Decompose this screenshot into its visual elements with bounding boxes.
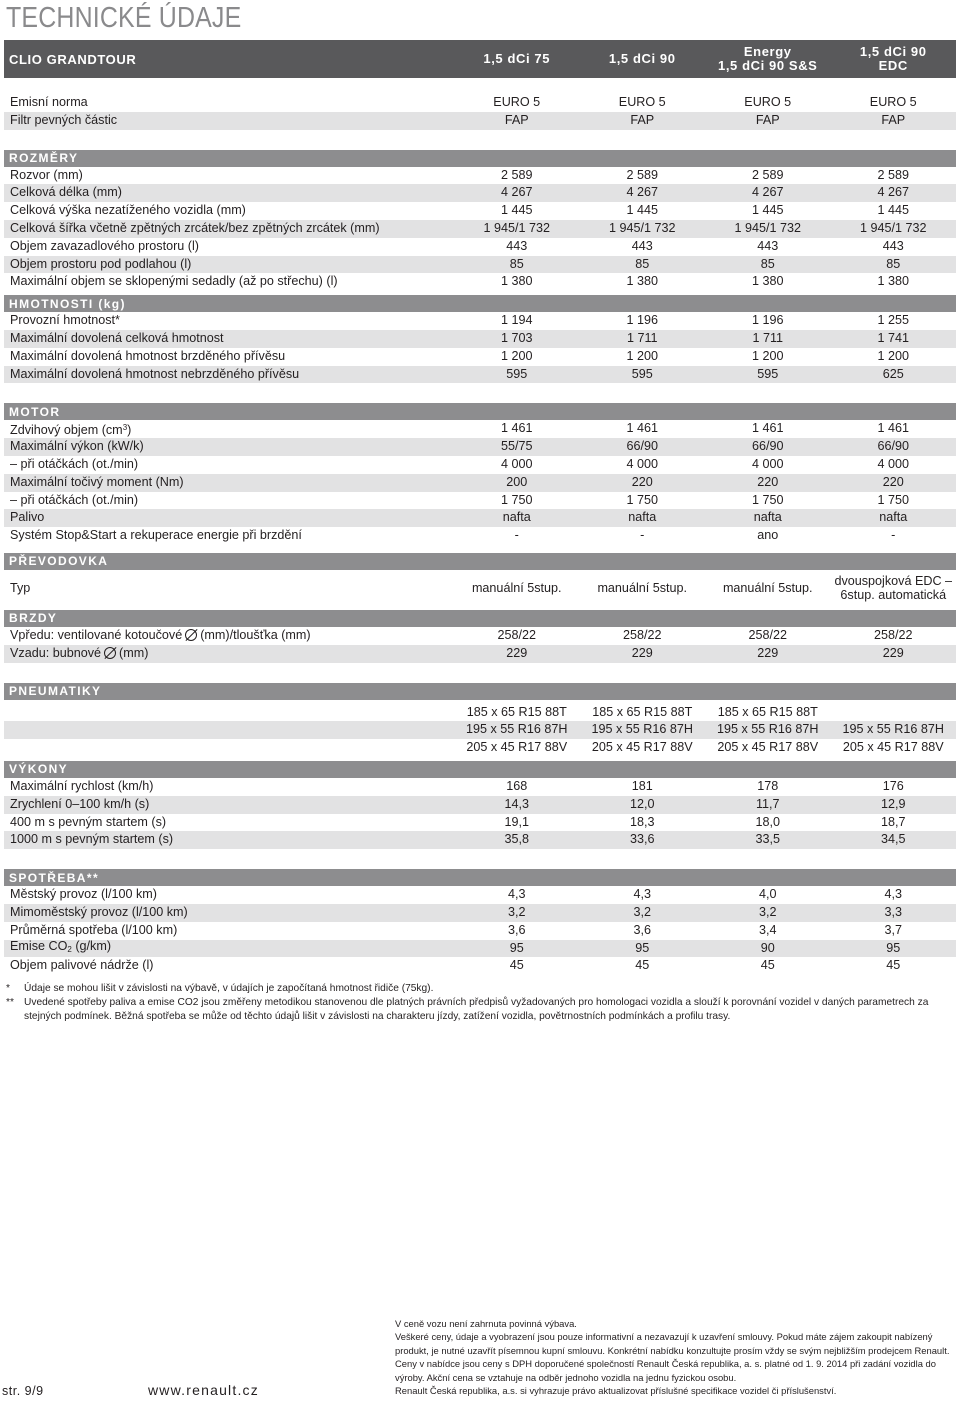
row-label: Emise $CO_2$ (g/km) [10,939,112,954]
value-cell: 1 750 [751,492,784,507]
value-cell: 205 x 45 R17 88V [591,740,693,755]
value-cell: 205 x 45 R17 88V [466,740,568,755]
value-cell: 595 [757,366,779,381]
value-cell: 2 589 [500,167,533,182]
row-label: 1000 m s pevným startem (s) [10,832,174,847]
value-cell: EURO 5 [744,95,792,109]
value-cell: 66/90 [877,439,909,454]
value-cell: 45 [760,958,775,973]
table-row [4,957,956,975]
value-cell: 443 [631,238,653,253]
value-cell: 3,6 [633,922,651,937]
value-cell: 18,7 [880,814,906,829]
table-row [4,220,956,238]
table-row [4,570,956,606]
value-cell: 1 200 [751,348,784,363]
value-cell: EURO 5 [869,95,917,109]
value-cell: - [514,528,519,543]
value-cell: 95 [635,940,650,955]
header-col-4: 1,5 dCi 90 EDC [859,44,927,73]
value-cell: 168 [506,778,528,793]
value-cell: 1 196 [626,313,658,328]
value-cell: 1 200 [877,348,909,363]
value-cell: 1 945/1 732 [608,220,676,235]
value-cell: 195 x 55 R16 87H [716,722,819,737]
model-name: CLIO GRANDTOUR [9,51,137,67]
value-cell: 18,3 [629,814,655,829]
table-row [4,94,956,112]
table-row [4,922,956,940]
value-cell: nafta [753,510,782,525]
value-cell: 4 267 [626,185,658,200]
value-cell: 1 445 [626,203,658,218]
section-heading-rozmery: ROZMĚRY [4,150,956,167]
value-cell: 85 [760,256,775,271]
table-row [4,456,956,474]
table-header [4,40,956,78]
row-label: Maximální dovolená celková hmotnost [10,330,224,345]
row-label: Zrychlení 0–100 km/h (s) [10,796,150,811]
value-cell: manuální 5stup. [722,580,813,595]
value-cell: 33,6 [629,832,655,847]
row-label: Celková výška nezatíženého vozidla (mm) [10,203,246,218]
table-row [4,886,956,904]
row-label: Maximální točivý moment (Nm) [10,474,184,489]
value-cell: 1 445 [751,203,784,218]
value-cell: 220 [631,474,653,489]
page-number: str. 9/9 [2,1384,44,1398]
row-label: Maximální výkon (kW/k) [10,439,144,454]
table-row [4,527,956,545]
row-label: Vzadu: bubnové (mm) [10,645,149,660]
value-cell: 85 [635,256,650,271]
value-cell: 220 [757,474,779,489]
section-heading-prevodovka: PŘEVODOVKA [4,553,956,570]
value-cell: 2 589 [626,167,658,182]
row-label: Zdvihový objem $(cm^3)$ [10,422,132,437]
value-cell: 95 [886,940,901,955]
row-label: Objem zavazadlového prostoru (l) [10,238,199,253]
footnote: * Údaje se mohou lišit v závislosti na výbavě, v údajích je započítaná hmotnost řidiče (75kg). [6,983,434,994]
value-cell: 3,7 [884,922,902,937]
row-label: 400 m s pevným startem (s) [10,814,167,829]
value-cell: - [891,528,896,543]
value-cell: 1 200 [500,348,533,363]
value-cell: 1 711 [752,330,784,345]
row-label: Objem palivové nádrže (l) [10,958,154,973]
value-cell: 229 [882,645,904,660]
value-cell: manuální 5stup. [597,580,688,595]
value-cell: 1 194 [500,313,533,328]
value-cell: 95 [509,940,524,955]
value-cell: 181 [631,778,653,793]
row-label: Palivo [10,510,45,525]
table-row [4,778,956,796]
row-label: – při otáčkách (ot./min) [10,456,139,471]
value-cell: FAP [630,112,655,127]
row-label: Maximální dovolená hmotnost nebrzděného přívěsu [10,366,300,381]
footnote: ** Uvedené spotřeby paliva a emise CO2 jsou změřeny metodikou stanovenou dle platných právních předpisů vyžadovaných pro homologaci vozidla a slouží k porovnání vozidel v daných parametrech za stejných podmínek. Běžná spotřeba se může od těchto údajů lišit v závislosti na charakteru jízdy, zatížení vozidla, povětrnostních podmínkách a profilu trasy. [6,997,929,1022]
value-cell: 1 945/1 732 [859,220,927,235]
row-label: Maximální rychlost (km/h) [10,778,154,793]
value-cell: 4 000 [500,456,533,471]
value-cell: 1 380 [751,274,784,289]
value-cell: 2 589 [751,167,784,182]
footnotes [4,982,956,1024]
table-row [4,112,956,130]
row-label: Celková šířka včetně zpětných zrcátek/bez zpětných zrcátek (mm) [10,220,380,235]
value-cell: 4 267 [877,185,909,200]
table-row [4,904,956,922]
table-row [4,814,956,832]
table-row [4,348,956,366]
value-cell: 4 000 [626,456,658,471]
table-row [4,273,956,291]
table-row [4,704,956,722]
value-cell: 1 750 [500,492,533,507]
value-cell: 1 200 [626,348,658,363]
value-cell: 12,9 [880,796,906,811]
value-cell: 4,3 [884,887,902,902]
table-row [4,796,956,814]
value-cell: 35,8 [504,832,529,847]
table-row [4,330,956,348]
spec-table [4,40,956,975]
table-row [4,238,956,256]
table-row [4,202,956,220]
value-cell: 4,0 [758,887,777,902]
value-cell: 1 255 [877,313,909,328]
value-cell: 220 [882,474,904,489]
diameter-icon [104,647,116,659]
value-cell: 195 x 55 R16 87H [465,722,568,737]
value-cell: 443 [882,238,904,253]
value-cell: 195 x 55 R16 87H [591,722,694,737]
value-cell: 200 [506,474,528,489]
value-cell: 4,3 [507,887,526,902]
value-cell: 1 380 [626,274,658,289]
page-title: TECHNICKÉ ÚDAJE [6,2,242,34]
value-cell: nafta [502,510,531,525]
value-cell: 443 [506,238,528,253]
section-heading-pneumatiky: PNEUMATIKY [4,683,956,700]
value-cell: EURO 5 [618,95,666,109]
row-label: – při otáčkách (ot./min) [10,492,139,507]
row-label: Systém Stop&Start a rekuperace energie při brzdění [10,528,302,543]
header-col-1: 1,5 dCi 75 [483,51,551,66]
section-heading-hmotnosti: HMOTNOSTI (kg) [4,295,956,312]
table-row [4,366,956,384]
value-cell: 229 [506,645,528,660]
row-label: Emisní norma [10,95,88,109]
table-row [4,438,956,456]
row-label: Maximální dovolená hmotnost brzděného přívěsu [10,348,286,363]
value-cell: 1 750 [877,492,909,507]
table-row [4,645,956,663]
value-cell: 258/22 [748,627,788,642]
value-cell: nafta [628,510,657,525]
value-cell: 1 445 [877,203,909,218]
value-cell: 625 [882,366,904,381]
value-cell: 45 [509,958,524,973]
table-row [4,721,956,739]
row-label: Maximální objem se sklopenými sedadly (až po střechu) (l) [10,274,338,289]
value-cell: 1 711 [626,330,658,345]
value-cell: 595 [631,366,653,381]
value-cell: 4 000 [751,456,784,471]
value-cell: 1 380 [877,274,909,289]
row-label: Typ [10,580,31,595]
section-heading-motor: MOTOR [4,403,956,420]
value-cell: ano [757,528,779,543]
value-cell: 85 [509,256,524,271]
value-cell: 3,3 [884,904,902,919]
value-cell: 11,7 [755,796,780,811]
value-cell: 1 461 [751,421,784,436]
table-row [4,420,956,438]
value-cell: 595 [506,366,528,381]
value-cell: 1 945/1 732 [734,220,802,235]
value-cell: 18,0 [755,814,780,829]
value-cell: 34,5 [880,832,906,847]
general-section [4,94,956,130]
value-cell: 178 [757,778,779,793]
value-cell: 176 [882,778,904,793]
table-row [4,492,956,510]
value-cell: 55/75 [500,439,533,454]
value-cell: FAP [881,112,906,127]
value-cell: 205 x 45 R17 88V [842,740,944,755]
value-cell: 258/22 [873,627,913,642]
table-row [4,474,956,492]
value-cell: 19,1 [504,814,529,829]
value-cell: 1 196 [751,313,784,328]
value-cell: 3,2 [507,904,526,919]
table-row [4,184,956,202]
table-row [4,256,956,274]
value-cell: 1 741 [877,330,909,345]
value-cell: 3,6 [507,922,526,937]
section-heading-brzdy: BRZDY [4,610,956,627]
table-row [4,312,956,330]
value-cell: 45 [886,958,901,973]
value-cell: 185 x 65 R15 88T [717,704,818,719]
value-cell: EURO 5 [493,95,541,109]
value-cell: 66/90 [626,439,658,454]
header-col-2: 1,5 dCi 90 [608,51,676,66]
value-cell: 1 445 [500,203,533,218]
row-label: Rozvor (mm) [10,167,83,182]
value-cell: 45 [635,958,650,973]
row-label: Provozní hmotnost* [10,313,120,328]
value-cell: 14,3 [504,796,529,811]
value-cell: 185 x 65 R15 88T [592,704,693,719]
value-cell: 4 267 [500,185,533,200]
table-row [4,167,956,185]
value-cell: 3,4 [758,922,777,937]
value-cell: 1 945/1 732 [483,220,551,235]
diameter-icon [185,629,197,641]
value-cell: 229 [757,645,779,660]
value-cell: 33,5 [755,832,780,847]
value-cell: nafta [879,510,908,525]
row-label: Objem prostoru pod podlahou (l) [10,256,192,271]
value-cell: 443 [757,238,779,253]
value-cell: 1 750 [626,492,658,507]
section-heading-vykony: VÝKONY [4,761,956,778]
spec-sections [4,150,956,976]
value-cell: 4 000 [877,456,909,471]
value-cell: FAP [755,112,780,127]
value-cell: 66/90 [751,439,784,454]
table-row [4,739,956,757]
value-cell: 1 461 [626,421,658,436]
value-cell: 229 [631,645,653,660]
value-cell: 1 461 [500,421,533,436]
value-cell: 1 703 [500,330,533,345]
value-cell: FAP [504,112,529,127]
header-col-3: Energy 1,5 dCi 90 S&S [718,44,818,73]
row-label: Průměrná spotřeba (l/100 km) [10,922,178,937]
value-cell: 85 [886,256,901,271]
value-cell: 4,3 [633,887,651,902]
row-label: Mimoměstský provoz (l/100 km) [10,904,188,919]
row-label: Celková délka (mm) [10,185,122,200]
table-row [4,831,956,849]
value-cell: dvouspojková EDC – 6stup. automatická [834,573,953,602]
value-cell: 258/22 [622,627,662,642]
value-cell: 205 x 45 R17 88V [717,740,819,755]
value-cell: 12,0 [629,796,655,811]
table-row [4,509,956,527]
value-cell: 3,2 [633,904,651,919]
value-cell: 2 589 [877,167,909,182]
value-cell: 1 461 [877,421,909,436]
row-label: Vpředu: ventilované kotoučové (mm)/tloušťka (mm) [10,627,311,642]
value-cell: manuální 5stup. [471,580,562,595]
row-label: Filtr pevných částic [10,112,118,127]
value-cell: 258/22 [497,627,537,642]
value-cell: 195 x 55 R16 87H [842,722,945,737]
section-heading-spotreba: SPOTŘEBA** [4,869,956,886]
value-cell: 4 267 [751,185,784,200]
value-cell: - [640,528,645,543]
footer-disclaimer: V ceně vozu není zahrnuta povinná výbava. Veškeré ceny, údaje a vyobrazení jsou pouze informativní a nezavazují k uzavření smlouvy. Pokud máte zájem zakoupit nabízený produkt, je nutné uzavřít písemnou kupní smlouvu. Konkrétní nabídku konzultujte prosím vždy se svým nejbližším prodejcem Renault. Ceny v nabídce jsou ceny s DPH doporučené společností Renault Česká republika, a. s. platné od 1. 9. 2014 při zadání vozidla do výroby. Akční cena se vztahuje na odběr jednoho vozidla na jednu fyzickou osobu. Renault Česká republika, a.s. si vyhrazuje právo aktualizovat příslušné specifikace vozidel či příslušenství. [395,1318,950,1397]
value-cell: 185 x 65 R15 88T [466,704,567,719]
table-row [4,940,956,958]
website-link[interactable]: www.renault.cz [148,1382,259,1398]
value-cell: 90 [760,940,775,955]
row-label: Městský provoz (l/100 km) [10,887,157,902]
table-row [4,627,956,645]
value-cell: 1 380 [500,274,533,289]
value-cell: 3,2 [758,904,777,919]
